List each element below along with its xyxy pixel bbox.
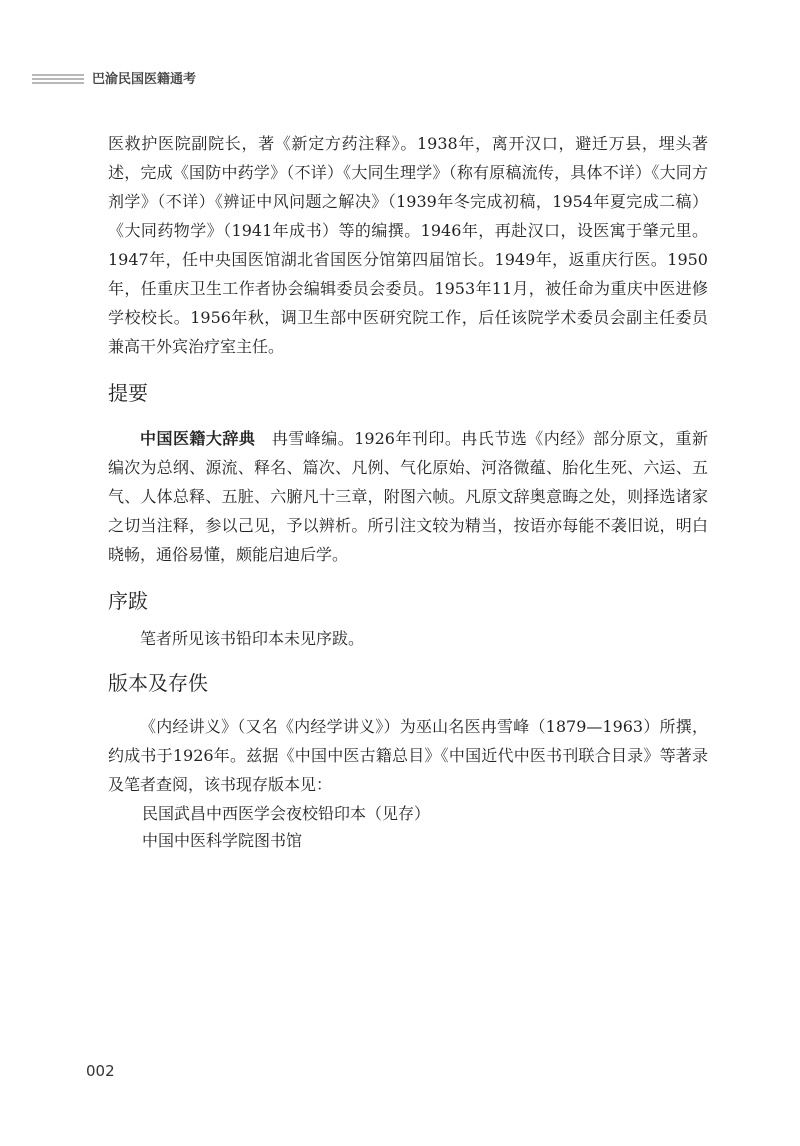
summary-section [108,377,708,406]
header-decoration [32,74,84,86]
editions-heading: 版本及存佚 [108,671,208,695]
library-line: 中国中医科学院图书馆 [142,831,303,850]
preface-body [108,624,708,653]
preface-section [108,585,708,614]
bio-paragraph: 医救护医院副院长，著《新定方药注释》。1938年，离开汉口，避迁万县，埋头著述，完成《国防中药学》（不详）《大同生理学》（称有原稿流传，具体不详）《大同方剂学》（不详）《辨证中风问题之解决》（1939年冬完成初稿，1954年夏完成二稿）《大同药物学》（1941年成书）等的编撰。1946年，再赴汉口，设医寓于肇元里。1947年，任中央国医馆湖北省国医分馆第四届馆长。1949年，返重庆行医。1950年，任重庆卫生工作者协会编辑委员会委员。1953年11月，被任命为重庆中医进修学校校长。1956年秋，调卫生部中医研究院工作，后任该院学术委员会副主任委员兼高干外宾治疗室主任。 [108,134,708,356]
editions-body [108,712,708,799]
page-number: 002 [86,1062,115,1080]
summary-text: 冉雪峰编。1926年刊印。冉氏节选《内经》部分原文，重新编次为总纲、源流、释名、篇次、凡例、气化原始、河洛微蕴、胎化生死、六运、五气、人体总释、五脏、六腑凡十三章，附图六帧。凡原文辞奥意晦之处，则择选诸家之切当注释，参以己见，予以辨析。所引注文较为精当，按语亦每能不袭旧说，明白晓畅，通俗易懂，颇能启迪后学。 [108,429,708,564]
summary-paragraph [108,424,708,569]
bio-paragraph-block [108,129,708,361]
summary-heading: 提要 [108,381,148,405]
preface-paragraph: 笔者所见该书铅印本未见序跋。 [140,629,365,648]
edition-line: 民国武昌中西医学会夜校铅印本（见存） [142,804,431,823]
preface-heading: 序跋 [108,589,148,613]
book-title: 巴渝民国医籍通考 [92,72,197,87]
editions-section [108,667,708,696]
summary-body [108,424,708,569]
edition-list [142,800,702,854]
dictionary-title: 中国医籍大辞典 [140,429,256,448]
editions-paragraph: 《内经讲义》（又名《内经学讲义》）为巫山名医冉雪峰（1879—1963）所撰，约成书于1926年。兹据《中国中医古籍总目》《中国近代中医书刊联合目录》等著录及笔者查阅，该书现存版本见： [108,717,708,794]
running-header [0,62,800,92]
